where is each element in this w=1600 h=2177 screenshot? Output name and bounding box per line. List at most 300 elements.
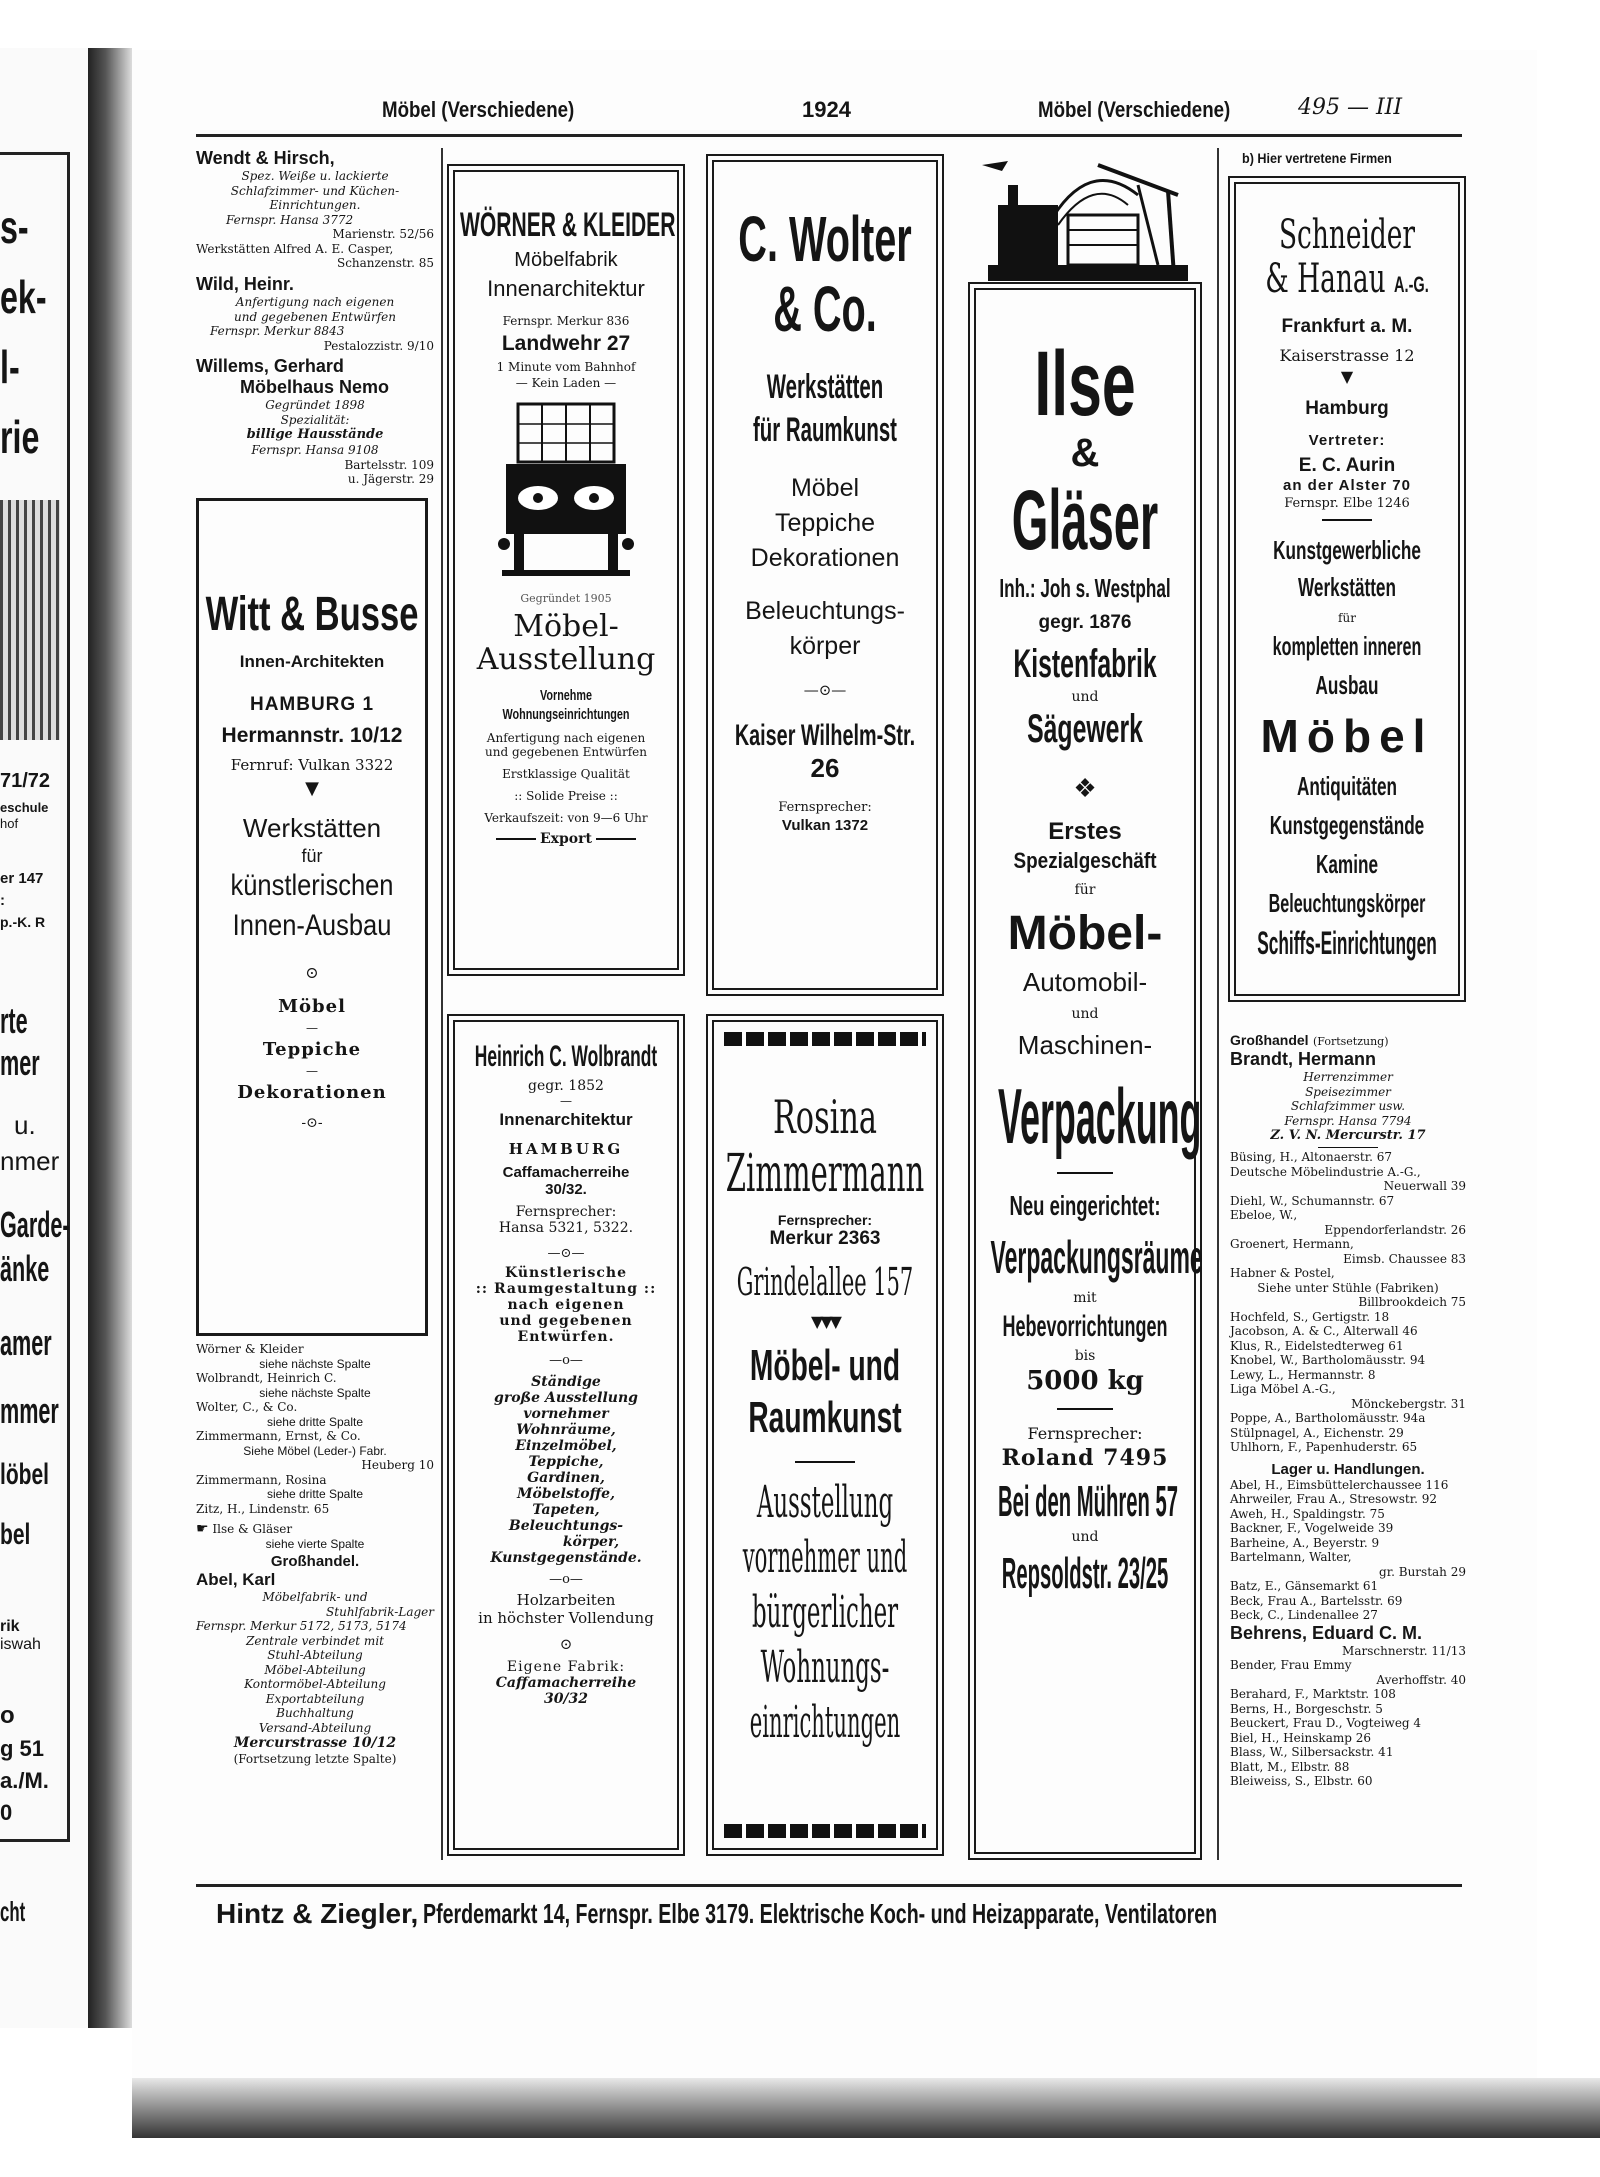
ad-text: Kunstgewerbliche [1273, 535, 1421, 565]
entry-line: Herrenzimmer [1303, 1070, 1393, 1084]
entry-line: Schlafzimmer- und Küchen- [230, 183, 400, 198]
ornament-dot: ⊙ [559, 1635, 573, 1653]
ad-item: körper [789, 632, 861, 660]
ad-text: Teppiche, [528, 1454, 604, 1470]
left-strip [0, 140, 80, 1927]
ad-title: Möbel [1260, 710, 1434, 762]
footer-rule [196, 1884, 1462, 1887]
ad-text: Ausstellung [756, 1477, 894, 1528]
divider [795, 1461, 855, 1463]
divider: — [306, 1021, 318, 1035]
ad-phone: Fernspr. Elbe 1246 [1284, 496, 1410, 511]
entry-line: Z. V. N. Mercurstr. 17 [1270, 1128, 1426, 1143]
strip-line: l- [0, 341, 20, 393]
list-item: gr. Burstah 29 [1379, 1564, 1466, 1579]
entry-line: und gegebenen Entwürfen [234, 309, 396, 324]
ad-text: nach eigenen [507, 1297, 625, 1313]
list-item: Groenert, Hermann, [1230, 1237, 1354, 1251]
ad-text: Tapeten, [532, 1502, 600, 1518]
ad-text: E. C. Aurin [1298, 455, 1396, 476]
list-item: Eppendorferlandstr. 26 [1324, 1222, 1466, 1237]
ad-phone: Fernspr. Merkur 836 [502, 314, 630, 328]
ad-title2: Möbel- [513, 609, 619, 644]
ad-text: gegr. 1852 [528, 1078, 604, 1094]
ad-text: Werkstätten [242, 813, 382, 843]
ad-text: und gegebenen Entwürfen [485, 745, 647, 759]
ad-city: HAMBURG [508, 1140, 624, 1158]
strip-line: mer [0, 1042, 40, 1083]
entry-name: Willems, Gerhard [196, 356, 344, 376]
ad-phone: Fernsprecher: [1027, 1424, 1143, 1443]
divider [1057, 1408, 1113, 1410]
ad-text: und [1071, 1006, 1099, 1022]
section-label: b) Hier vertretene Firmen [1242, 150, 1392, 166]
ad-text: an der Alster 70 [1283, 477, 1411, 494]
ad-text: für [1074, 882, 1096, 898]
strip-line: iswah [0, 1636, 41, 1653]
list-item: Mönckebergstr. 31 [1351, 1396, 1466, 1411]
ref-line [196, 1522, 434, 1537]
strip-line: Garde- [0, 1204, 70, 1245]
strip-line: bel [0, 1518, 31, 1551]
ad-text: :: Raumgestaltung :: [475, 1281, 657, 1297]
ad-phone: Fernsprecher: [778, 800, 872, 815]
strip-line: rie [0, 411, 40, 463]
strip-line: amer [0, 1322, 52, 1363]
ad-text: Maschinen- [1017, 1030, 1153, 1060]
entry-line: Marschnerstr. 11/13 [1342, 1643, 1466, 1658]
ad-owner: Inh.: Joh s. Westphal [999, 573, 1171, 603]
ref-line: siehe nächste Spalte [259, 1356, 371, 1371]
ref-line: Wolbrandt, Heinrich C. [196, 1371, 337, 1385]
ad-text: in höchster Vollendung [478, 1609, 654, 1627]
entry-line: Zentrale verbindet mit [246, 1633, 384, 1648]
ad-text: einrichtungen [749, 1697, 901, 1748]
factory-crane-illustration [978, 155, 1196, 285]
ad-schneider-hanau [1234, 182, 1460, 996]
ornament-diamond: ❖ [1073, 774, 1097, 804]
ad-text: für [1338, 611, 1356, 625]
entry-wendt [196, 148, 434, 271]
ad-text: Innenarchitektur [499, 1110, 633, 1129]
ad-text: gegr. 1876 [1038, 612, 1132, 633]
section-heading: Lager u. Handlungen. [1271, 1460, 1425, 1478]
ad-rosina-zimmermann [712, 1020, 938, 1850]
strip-line: 0 [0, 1800, 13, 1825]
ad-text: Verpackungsräume [990, 1231, 1203, 1283]
ad-text: Künstlerische [505, 1265, 627, 1281]
list-item: Neuerwall 39 [1383, 1179, 1466, 1193]
entry-line: Schlafzimmer usw. [1290, 1099, 1406, 1113]
entry-name: Behrens, Eduard C. M. [1230, 1622, 1423, 1643]
ad-text: Ausbau [1315, 670, 1379, 700]
ad-text: kompletten inneren [1272, 631, 1422, 661]
ad-text: Wohnräume, [516, 1422, 616, 1438]
ad-text: für [301, 846, 323, 866]
ref-line: Siehe Möbel (Leder-) Fabr. [243, 1443, 387, 1458]
ref-line: siehe nächste Spalte [259, 1385, 371, 1400]
ad-export [455, 831, 677, 847]
ad-title: Heinrich C. Wolbrandt [474, 1040, 658, 1073]
list-item: Abel, H., Eimsbüttelerchaussee 116 [1230, 1477, 1449, 1492]
reference-list [196, 1342, 434, 1767]
ad-title: C. Wolter [738, 203, 912, 275]
entry-line: Bartelsstr. 109 [344, 457, 434, 472]
ad-text: Ständige [531, 1374, 601, 1390]
ornament-diamond: ▼ [1340, 367, 1354, 386]
column-rule [1217, 148, 1219, 1860]
ornament-dot: —o— [549, 1353, 583, 1368]
ad-item: Kunstgegenstände [1269, 810, 1425, 840]
list-item: Deutsche Möbelindustrie A.-G., [1230, 1164, 1421, 1179]
divider: — [560, 1094, 572, 1108]
ref-line: siehe dritte Spalte [266, 1487, 364, 1501]
divider [1322, 519, 1372, 521]
ad-phone: Roland 7495 [1001, 1445, 1169, 1471]
strip-line: nmer [0, 1146, 60, 1176]
list-item: Knobel, W., Bartholomäusstr. 94 [1230, 1353, 1426, 1367]
strip-line: : [0, 892, 5, 909]
ad-text: Entwürfen. [517, 1329, 615, 1345]
ad-street: Bei den Mühren 57 [998, 1477, 1179, 1526]
ad-title-suffix: A.-G. [1394, 272, 1429, 297]
ornament-dot: —o— [549, 1572, 583, 1587]
strip-line: 71/72 [0, 770, 51, 792]
ad-text: — Kein Laden — [515, 376, 617, 390]
entry-line: Fernspr. Merkur 8843 [210, 324, 345, 338]
export-label: Export [540, 831, 592, 847]
ad-text: Holzarbeiten [516, 1591, 616, 1609]
ad-title: Ilse [1034, 333, 1136, 435]
list-item: Liga Möbel A.-G., [1230, 1382, 1336, 1396]
list-item: Ahrweiler, Frau A., Stresowstr. 92 [1230, 1492, 1438, 1506]
ad-wolter [712, 160, 938, 990]
ad-street: Landwehr 27 [501, 332, 631, 355]
list-item: Averhoffstr. 40 [1376, 1672, 1466, 1687]
list-item: Biel, H., Heinskamp 26 [1230, 1730, 1371, 1745]
list-item: Batz, E., Gänsemarkt 61 [1230, 1579, 1379, 1593]
ad-text: Neu eingerichtet: [1009, 1190, 1161, 1221]
ad-text: Gardinen, [527, 1470, 605, 1486]
list-item: Ebeloe, W., [1230, 1208, 1298, 1222]
header-left: Möbel (Verschiedene) [382, 97, 575, 122]
footer-text: Pferdemarkt 14, Fernspr. Elbe 3179. Elektrische Koch- und Heizapparate, Ventilatoren [423, 1898, 1218, 1929]
entry-line: Anfertigung nach eigenen [235, 295, 395, 309]
list-item: Aweh, H., Spaldingstr. 75 [1230, 1506, 1385, 1521]
ad-item: Beleuchtungs- [745, 597, 905, 625]
ad-text: Kunstgegenstände. [490, 1550, 642, 1566]
ad-text: Kistenfabrik [1013, 642, 1157, 686]
ad-text: Sägewerk [1027, 707, 1143, 751]
entry-name: Brandt, Hermann [1230, 1049, 1377, 1069]
page-number: 495 — III [1298, 95, 1403, 120]
list-item: Backner, F., Vogelweide 39 [1230, 1521, 1394, 1535]
ad-item: Schiffs-Einrichtungen [1257, 925, 1437, 961]
entry-line: Speisezimmer [1305, 1084, 1391, 1099]
ad-text: bis [1074, 1348, 1096, 1364]
ornament-dot: —⊙— [547, 1246, 585, 1261]
section-heading [1230, 1032, 1466, 1049]
ad-item: Dekorationen [750, 544, 900, 572]
ref-line: Zimmermann, Ernst, & Co. [196, 1429, 361, 1443]
ad-item: Dekorationen [237, 1082, 387, 1103]
list-lager-continued [1230, 1658, 1466, 1789]
section-heading: Großhandel. [270, 1553, 360, 1570]
entry-line: Pestalozzistr. 9/10 [323, 338, 434, 353]
ref-line: Wolter, C., & Co. [196, 1400, 298, 1414]
ad-text: Möbelstoffe, [517, 1486, 615, 1502]
list-grosshandel [1230, 1150, 1466, 1455]
strip-line: rte [0, 1000, 28, 1041]
ad-text: bürgerlicher [751, 1587, 899, 1638]
ad-text: und [1071, 689, 1099, 705]
entry-line: Werkstätten Alfred A. E. Casper, [196, 241, 394, 256]
entry-line: (Fortsetzung letzte Spalte) [233, 1752, 397, 1766]
ad-city: HAMBURG 1 [249, 694, 375, 715]
ad-title: Witt & Busse [205, 588, 419, 641]
ad-text: Einzelmöbel, [515, 1438, 617, 1454]
entry-line: Fernspr. Hansa 7794 [1284, 1113, 1412, 1128]
strip-line: mmer [0, 1390, 59, 1431]
list-item: Berns, H., Borgeschstr. 5 [1230, 1701, 1383, 1716]
ref-line: Zitz, H., Lindenstr. 65 [196, 1501, 330, 1516]
strip-line: ek- [0, 271, 47, 323]
list-lager [1230, 1478, 1466, 1623]
entry-name: Wendt & Hirsch, [196, 148, 335, 168]
ad-text: vornehmer und [742, 1532, 908, 1583]
divider [1057, 1172, 1113, 1174]
list-item: Blass, W., Silbersackstr. 41 [1230, 1745, 1394, 1759]
strip-line: cht [0, 1896, 26, 1927]
list-item: Bleiweiss, S., Elbstr. 60 [1230, 1774, 1373, 1788]
ornament-dot: -⊙- [301, 1115, 323, 1131]
list-item: Diehl, W., Schumannstr. 67 [1230, 1193, 1395, 1208]
ref-line: Zimmermann, Rosina [196, 1472, 327, 1487]
list-item: Lewy, L., Hermannstr. 8 [1230, 1367, 1376, 1382]
strip-line: u. [14, 1110, 36, 1140]
list-item: Beck, Frau A., Bartelsstr. 69 [1230, 1593, 1403, 1608]
footer-firm: Hintz & Ziegler, [216, 1898, 419, 1929]
strip-line: änke [0, 1248, 50, 1289]
ad-text: Eigene Fabrik: [506, 1659, 626, 1675]
ad-item: Kamine [1316, 849, 1378, 879]
header-right: Möbel (Verschiedene) [1038, 97, 1231, 122]
ad-text: 1 Minute vom Bahnhof [496, 360, 636, 374]
checker-border-top [724, 1032, 926, 1046]
header-year: 1924 [802, 97, 851, 122]
list-item: Billbrookdeich 75 [1358, 1295, 1466, 1309]
list-item: Beuckert, Frau D., Vogteiweg 4 [1230, 1716, 1422, 1730]
ad-phone: Fernsprecher: [777, 1212, 873, 1228]
entry-line: Exportabteilung [265, 1691, 365, 1706]
strip-line: o [0, 1702, 15, 1729]
ad-text: Vornehme [539, 687, 593, 704]
list-item: Uhlhorn, F., Papenhuderstr. 65 [1230, 1440, 1418, 1454]
ad-text: mit [1073, 1290, 1097, 1306]
list-item: Berahard, F., Marktstr. 108 [1230, 1687, 1396, 1701]
footer-ad [216, 1898, 1516, 1930]
entry-line: Stuhl-Abteilung [267, 1648, 363, 1662]
ad-title: Möbel- und [749, 1341, 901, 1390]
entry-line: Schanzenstr. 85 [336, 256, 434, 270]
ad-witt-busse [196, 498, 428, 1336]
ad-text: Caffamacherreihe [495, 1675, 637, 1691]
strip-illustration [0, 500, 60, 740]
ad-text: Spezialgeschäft [1013, 848, 1157, 873]
ad-phone: Fernsprecher: [515, 1204, 617, 1220]
entry-line: Versand-Abteilung [258, 1720, 372, 1735]
entry-line: Stuhlfabrik-Lager [326, 1604, 434, 1619]
binding-shadow [88, 48, 132, 2028]
scissors-hand-icon: ☛ [196, 1521, 209, 1537]
ad-woerner-kleider [453, 170, 679, 970]
checker-border-bottom [724, 1824, 926, 1838]
list-item: Bender, Frau Emmy [1230, 1658, 1352, 1672]
ad-text: und [1071, 1529, 1099, 1545]
ad-title: Möbel- [1007, 907, 1163, 960]
ad-street: Hermannstr. 10/12 [221, 724, 403, 747]
ad-subtitle: Innen-Architekten [239, 652, 385, 671]
ad-text: Innen-Ausbau [232, 909, 392, 942]
ad-title: & Co. [773, 273, 877, 345]
ornament-diamond: ▼ [305, 778, 319, 799]
list-item: Eimsb. Chaussee 83 [1343, 1251, 1466, 1266]
ref-line: Heuberg 10 [361, 1458, 434, 1472]
ref-line: siehe vierte Spalte [265, 1536, 365, 1551]
strip-line: p.-K. R [0, 914, 46, 930]
entry-line: Fernspr. Hansa 3772 [226, 212, 354, 227]
ad-title: & [1070, 431, 1100, 475]
ad-street: Caffamacherreihe [502, 1164, 630, 1181]
entry-willems [196, 356, 434, 487]
ad-phone: Vulkan 1372 [781, 817, 869, 834]
list-item: Stülpnagel, A., Eichenstr. 29 [1230, 1425, 1404, 1440]
ad-item: Teppiche [262, 1039, 362, 1060]
ad-wolbrandt [453, 1020, 679, 1850]
entry-line: Mercurstrasse 10/12 [233, 1735, 397, 1751]
ornament-dot: ⊙ [305, 963, 319, 982]
list-item: Jacobson, A. & C., Alterwall 46 [1230, 1324, 1418, 1338]
entry-name: Abel, Karl [196, 1570, 276, 1589]
entry-line: Marienstr. 52/56 [332, 227, 434, 241]
list-item: Bartelmann, Walter, [1230, 1550, 1352, 1564]
ad-title-part: & Hanau [1265, 256, 1386, 302]
strip-line: s- [0, 201, 29, 253]
strip-line: g 51 [0, 1736, 45, 1761]
listing-column-5 [1230, 1032, 1466, 1789]
ad-ilse-glaeser [974, 288, 1203, 1854]
ad-title: WÖRNER & KLEIDER [459, 206, 676, 244]
ad-text: Automobil- [1022, 967, 1148, 997]
list-item: Siehe unter Stühle (Fabriken) [1257, 1280, 1439, 1295]
cabinet-illustration [496, 398, 636, 588]
ad-title [1247, 256, 1446, 302]
ad-item: Teppiche [774, 509, 876, 537]
divider [1318, 1147, 1378, 1148]
entry-line: Spez. Weiße u. lackierte [241, 169, 389, 183]
strip-line: hof [0, 816, 19, 831]
ad-text: Wohnungs- [760, 1642, 890, 1693]
entry-name: Wild, Heinr. [196, 274, 294, 294]
entry-line: Einrichtungen. [269, 198, 361, 212]
ad-title: Raumkunst [748, 1393, 902, 1442]
ad-text: vornehmer [523, 1406, 609, 1422]
list-item: Hochfeld, S., Gertigstr. 18 [1230, 1309, 1390, 1324]
ad-street: Kaiser Wilhelm-Str. [734, 719, 916, 752]
ad-title2: Ausstellung [476, 642, 656, 677]
ad-text: Werkstätten [766, 368, 884, 406]
ad-text: Erstes [1048, 818, 1122, 845]
entry-line: Fernspr. Merkur 5172, 5173, 5174 [196, 1619, 407, 1633]
strip-line: eschule [0, 800, 49, 815]
ad-title: Schneider [1278, 212, 1416, 258]
list-item: Beck, C., Lindenallee 27 [1230, 1608, 1378, 1622]
list-item: Habner & Postel, [1230, 1266, 1335, 1280]
ad-text: Wohnungseinrichtungen [502, 706, 630, 723]
ad-phone: Merkur 2363 [769, 1228, 881, 1249]
ad-street: Kaiserstrasse 12 [1279, 346, 1415, 365]
ad-title: Gläser [1011, 473, 1159, 567]
ad-item: Antiquitäten [1296, 771, 1398, 801]
entry-line: Fernspr. Hansa 9108 [251, 443, 379, 457]
ref-line: Wörner & Kleider [196, 1342, 304, 1356]
entry-line: Kontormöbel-Abteilung [244, 1677, 386, 1691]
entry-wild [196, 274, 434, 353]
list-item: Barheine, A., Beyerstr. 9 [1230, 1535, 1380, 1550]
ad-city: Hamburg [1305, 398, 1389, 419]
entry-line: u. Jägerstr. 29 [347, 472, 434, 486]
heading-main: Großhandel [1230, 1032, 1309, 1048]
ad-title: Rosina [772, 1090, 878, 1144]
ad-phone: Hansa 5321, 5322. [498, 1220, 634, 1236]
ad-title: Zimmermann [725, 1144, 925, 1204]
ad-text: Verkaufszeit: von 9—6 Uhr [484, 811, 648, 825]
ornament-triangles: ▼▼▼ [811, 1312, 839, 1331]
entry-line: Möbel-Abteilung [264, 1662, 366, 1677]
ref-name: Ilse & Gläser [212, 1522, 293, 1536]
ad-text: Beleuchtungs- [508, 1518, 624, 1534]
ad-text: für Raumkunst [753, 411, 897, 449]
ad-text: 30/32 [543, 1691, 589, 1707]
ad-text: Gegründet 1905 [520, 592, 612, 605]
ad-street: Grindelallee 157 [736, 1260, 914, 1304]
header-rule [196, 134, 1462, 137]
ornament-dot: —⊙— [803, 681, 847, 699]
ad-text: Anfertigung nach eigenen [486, 731, 646, 745]
ad-street: 26 [810, 753, 840, 783]
strip-line: löbel [0, 1458, 50, 1491]
ad-text: 5000 kg [1026, 1366, 1144, 1396]
ad-item: Möbel [278, 996, 346, 1017]
ad-city: Frankfurt a. M. [1281, 316, 1413, 337]
left-strip-frame [0, 152, 70, 1842]
ad-street: 30/32. [545, 1181, 587, 1198]
list-item: Klus, R., Eidelstedterweg 61 [1230, 1338, 1404, 1353]
ad-item: Möbel [790, 474, 860, 502]
strip-line: er 147 [0, 870, 44, 887]
ad-text: Möbelfabrik [514, 249, 618, 271]
entry-line: Gegründet 1898 [265, 398, 365, 412]
column-rule [441, 148, 443, 1860]
bottom-shadow [132, 2078, 1600, 2138]
list-item: Büsing, H., Altonaerstr. 67 [1230, 1150, 1393, 1164]
ad-text: :: Solide Preise :: [514, 789, 618, 803]
entry-line: Möbelfabrik- und [262, 1590, 368, 1604]
entry-line: billige Hausstände [246, 427, 384, 442]
heading-suffix: (Fortsetzung) [1313, 1035, 1389, 1048]
ad-street: Repsoldstr. 23/25 [1001, 1549, 1169, 1598]
divider: — [306, 1064, 318, 1078]
